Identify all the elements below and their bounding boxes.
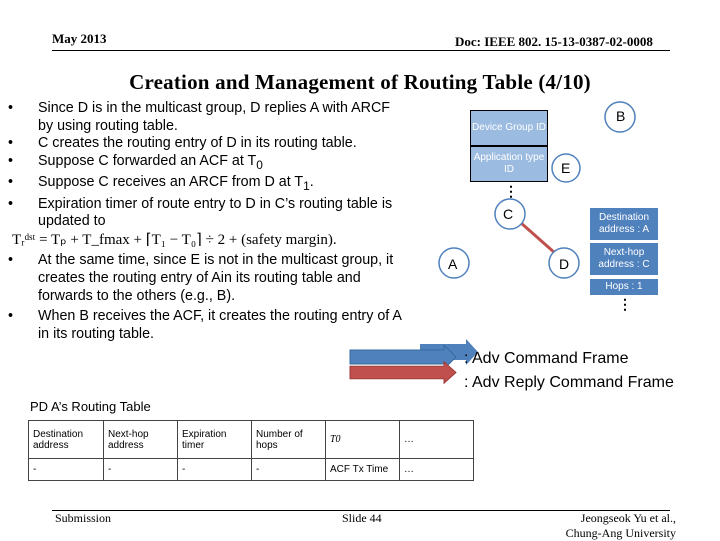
network-diagram xyxy=(420,100,720,370)
table-cell: Expiration timer xyxy=(178,421,252,459)
node-d-label: D xyxy=(559,256,570,272)
node-b-label: B xyxy=(616,108,626,124)
routing-table-caption: PD A’s Routing Table xyxy=(30,399,151,414)
node-c-label: C xyxy=(503,206,514,222)
footer-slide-number: Slide 44 xyxy=(342,511,382,525)
header-date: May 2013 xyxy=(52,31,107,46)
node-a-label: A xyxy=(448,256,458,272)
t0-cell-text: T0 xyxy=(330,434,341,445)
table-cell: - xyxy=(178,459,252,481)
bullet-4: • Suppose C receives an ARCF from D at $T_1$. xyxy=(8,174,408,195)
table-row xyxy=(29,459,474,481)
table-cell: Number of hops xyxy=(252,421,326,459)
header-doc-id: Doc: IEEE 802. 15-13-0387-02-0008 xyxy=(455,34,653,49)
table-cell: … xyxy=(400,459,474,481)
node-e-label: E xyxy=(561,160,571,176)
footer-author-line: Jeongseok Yu et al., xyxy=(580,511,676,525)
table-cell: Destination address xyxy=(29,421,104,459)
adv-reply-arrow xyxy=(350,362,456,384)
bullet-list xyxy=(8,100,408,343)
hops-field: Hops : 1 xyxy=(590,279,658,295)
table-cell: - xyxy=(104,459,178,481)
footer-authors xyxy=(540,511,676,541)
t1-subscript: 1 xyxy=(303,179,310,194)
table-cell xyxy=(326,421,400,459)
application-type-id-field: Application type ID xyxy=(470,146,548,182)
adv-command-arrow xyxy=(350,345,456,369)
t0-subscript: 0 xyxy=(256,157,263,172)
device-group-id-field: Device Group ID xyxy=(470,110,548,146)
expiration-formula: Tᵣᵈˢᵗ = Tₚ + T_fmax + ⌈T₁ − T₀⌉ ÷ 2 + (safety margin). xyxy=(12,231,337,248)
footer-affiliation: Chung-Ang University xyxy=(565,526,676,540)
packet-right-ellipsis: ⋮ xyxy=(618,296,632,312)
next-hop-address-field: Next-hop address : C xyxy=(590,243,658,275)
bullet-3: • Suppose C forwarded an ACF at $T_0$ xyxy=(8,153,408,174)
footer-submission: Submission xyxy=(55,511,112,525)
legend-arrows xyxy=(348,344,458,390)
table-cell: - xyxy=(29,459,104,481)
bullet-2: • C creates the routing entry of D in its routing table. xyxy=(8,135,408,153)
table-row xyxy=(29,421,474,459)
routing-table xyxy=(28,420,474,481)
table-cell: … xyxy=(400,421,474,459)
packet-top-ellipsis: ⋮ xyxy=(504,183,518,199)
header-rule xyxy=(52,50,670,51)
table-cell: - xyxy=(252,459,326,481)
destination-address-field: Destination address : A xyxy=(590,208,658,240)
table-cell: Next-hop address xyxy=(104,421,178,459)
slide-title: Creation and Management of Routing Table (4/10) xyxy=(129,70,591,94)
bullet-6: • At the same time, since E is not in the multicast group, it creates the routing entry of Ain its routing table and forwards to the others (e.g., B). xyxy=(8,252,408,305)
bullet-5: • Expiration timer of route entry to D in C’s routing table is updated to xyxy=(8,196,408,231)
table-cell: ACF Tx Time xyxy=(326,459,400,481)
bullet-7: • When B receives the ACF, it creates the routing entry of A in its routing table. xyxy=(8,308,408,343)
bullet-1: • Since D is in the multicast group, D replies A with ARCF by using routing table. xyxy=(8,100,408,135)
legend-adv-label: : Adv Command Frame xyxy=(464,350,629,367)
legend-reply-label: : Adv Reply Command Frame xyxy=(464,374,674,391)
